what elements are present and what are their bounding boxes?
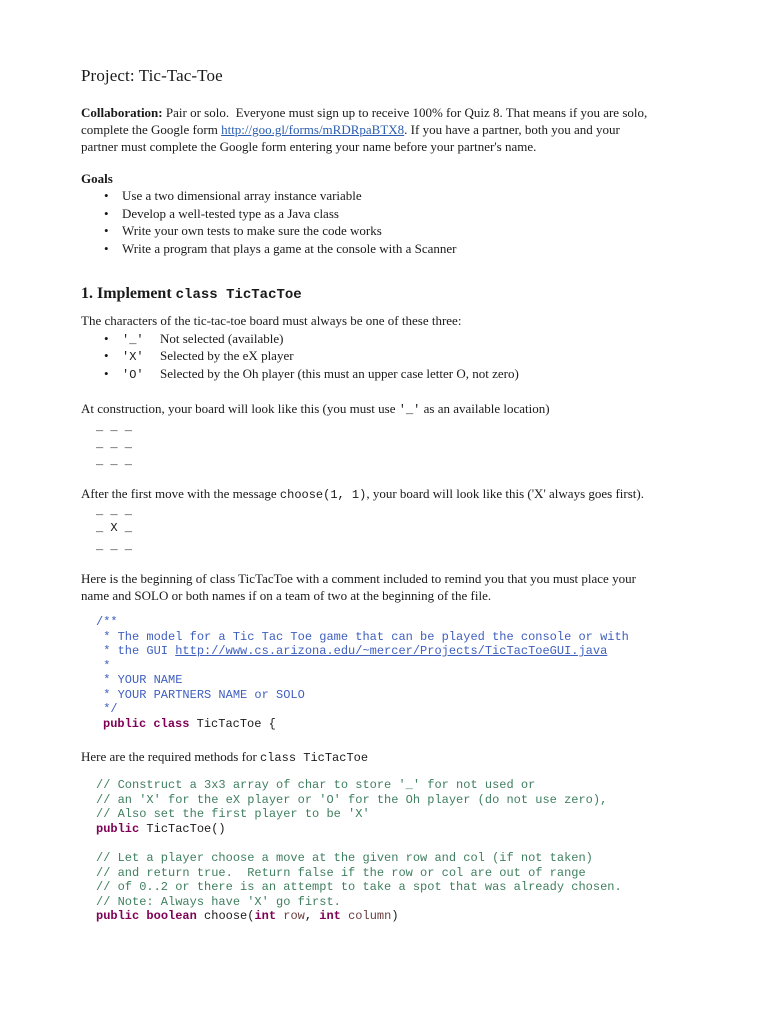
char-item-code: '_' bbox=[122, 333, 144, 347]
board-row-3: _ _ _ bbox=[96, 454, 133, 468]
class-declaration bbox=[103, 717, 276, 732]
param-separator: , bbox=[304, 909, 320, 923]
javadoc-line-5: * YOUR NAME bbox=[96, 673, 183, 687]
param-column: column bbox=[340, 909, 392, 923]
section-1-heading-code: class TicTacToe bbox=[175, 287, 302, 303]
bullet-icon: • bbox=[104, 241, 109, 256]
section-1-heading-prefix: 1. Implement bbox=[81, 285, 176, 302]
bullet-icon: • bbox=[104, 223, 109, 238]
keyword-public: public bbox=[103, 717, 147, 731]
board-row-1: _ _ _ bbox=[96, 420, 133, 434]
constructor-name: TicTacToe() bbox=[139, 822, 226, 836]
keyword-boolean: boolean bbox=[146, 909, 197, 923]
beginning-line-2: name and SOLO or both names if on a team of two at the beginning of the file. bbox=[81, 588, 492, 603]
choose-signature bbox=[96, 909, 399, 924]
bullet-icon: • bbox=[104, 188, 109, 203]
keyword-int: int bbox=[254, 909, 277, 923]
goal-item-4 bbox=[104, 240, 456, 257]
goal-item-text: Use a two dimensional array instance variable bbox=[122, 188, 362, 203]
method1-comment-3: // Also set the first player to be 'X' bbox=[96, 807, 370, 821]
keyword-int: int bbox=[319, 909, 341, 923]
construction-code: '_' bbox=[398, 403, 421, 417]
characters-intro: The characters of the tic-tac-toe board must always be one of these three: bbox=[81, 313, 462, 328]
goal-item-text: Write your own tests to make sure the code works bbox=[122, 223, 382, 238]
required-methods-text bbox=[81, 748, 368, 767]
collaboration-line-2 bbox=[81, 121, 620, 138]
keyword-class: class bbox=[153, 717, 190, 731]
class-name: TicTacToe { bbox=[189, 717, 276, 731]
first-move-text bbox=[81, 485, 644, 504]
method2-comment-4: // Note: Always have 'X' go first. bbox=[96, 895, 341, 909]
char-item-3 bbox=[104, 365, 519, 384]
javadoc-line-4: * bbox=[96, 659, 111, 673]
keyword-public: public bbox=[96, 822, 140, 836]
javadoc-line-7: */ bbox=[96, 702, 118, 716]
char-item-2 bbox=[104, 347, 294, 366]
goal-item-2 bbox=[104, 205, 339, 222]
close-paren: ) bbox=[391, 909, 399, 923]
first-move-text-a: After the first move with the message bbox=[81, 486, 280, 501]
collaboration-line-1 bbox=[81, 104, 647, 121]
param-row: row bbox=[276, 909, 305, 923]
board-after-row-2: _ X _ bbox=[96, 521, 133, 535]
char-item-text: Selected by the Oh player (this must an upper case letter O, not zero) bbox=[160, 366, 519, 381]
construction-text-b: as an available location) bbox=[420, 401, 550, 416]
method1-comment-1: // Construct a 3x3 array of char to store '_' for not used or bbox=[96, 778, 536, 792]
javadoc-line-6: * YOUR PARTNERS NAME or SOLO bbox=[96, 688, 305, 702]
board-after-row-1: _ _ _ bbox=[96, 504, 133, 518]
board-row-2: _ _ _ bbox=[96, 437, 133, 451]
method2-comment-3: // of 0..2 or there is an attempt to take a spot that was already chosen. bbox=[96, 880, 622, 894]
goal-item-text: Write a program that plays a game at the console with a Scanner bbox=[122, 241, 457, 256]
beginning-line-1: Here is the beginning of class TicTacToe with a comment included to remind you that you must place your bbox=[81, 571, 636, 586]
char-item-text: Not selected (available) bbox=[160, 331, 284, 346]
javadoc-line-1: /** bbox=[96, 615, 118, 629]
required-methods-prefix: Here are the required methods for bbox=[81, 749, 261, 764]
collaboration-label: Collaboration: bbox=[81, 105, 163, 120]
goal-item-3 bbox=[104, 222, 382, 239]
bullet-icon: • bbox=[104, 366, 109, 381]
javadoc-line-2: * The model for a Tic Tac Toe game that can be played the console or with bbox=[96, 630, 629, 644]
required-methods-code: class TicTacToe bbox=[260, 751, 369, 765]
google-form-link[interactable]: http://goo.gl/forms/mRDRpaBTX8 bbox=[221, 122, 405, 137]
bullet-icon: • bbox=[104, 331, 109, 346]
collaboration-text-1: Pair or solo. Everyone must sign up to receive 100% for Quiz 8. That means if you are solo, bbox=[162, 105, 648, 120]
bullet-icon: • bbox=[104, 206, 109, 221]
method1-comment-2: // an 'X' for the eX player or 'O' for the Oh player (do not use zero), bbox=[96, 793, 608, 807]
javadoc-line-3 bbox=[96, 644, 607, 659]
first-move-text-b: , your board will look like this ('X' always goes first). bbox=[366, 486, 644, 501]
construction-text bbox=[81, 400, 550, 419]
page-title: Project: Tic-Tac-Toe bbox=[81, 66, 223, 85]
construction-text-a: At construction, your board will look like this (you must use bbox=[81, 401, 399, 416]
javadoc-line-3-prefix: * the GUI bbox=[96, 644, 176, 658]
section-1-heading bbox=[81, 285, 302, 303]
char-item-text: Selected by the eX player bbox=[160, 348, 294, 363]
method2-comment-2: // and return true. Return false if the row or col are out of range bbox=[96, 866, 586, 880]
gui-source-link[interactable]: http://www.cs.arizona.edu/~mercer/Projects/TicTacToeGUI.java bbox=[175, 644, 608, 658]
collaboration-line-3: partner must complete the Google form entering your name before your partner's name. bbox=[81, 139, 537, 154]
collaboration-text-2b: . If you have a partner, both you and your bbox=[404, 122, 620, 137]
char-item-code: 'X' bbox=[122, 350, 144, 364]
constructor-signature bbox=[96, 822, 226, 837]
goal-item-1 bbox=[104, 187, 362, 204]
goal-item-text: Develop a well-tested type as a Java class bbox=[122, 206, 339, 221]
bullet-icon: • bbox=[104, 348, 109, 363]
method-name: choose( bbox=[196, 909, 255, 923]
keyword-public: public bbox=[96, 909, 140, 923]
first-move-code: choose(1, 1) bbox=[279, 488, 367, 502]
char-item-code: 'O' bbox=[122, 368, 144, 382]
goals-heading: Goals bbox=[81, 171, 113, 186]
collaboration-text-2a: complete the Google form bbox=[81, 122, 222, 137]
board-after-row-3: _ _ _ bbox=[96, 539, 133, 553]
method2-comment-1: // Let a player choose a move at the given row and col (if not taken) bbox=[96, 851, 593, 865]
